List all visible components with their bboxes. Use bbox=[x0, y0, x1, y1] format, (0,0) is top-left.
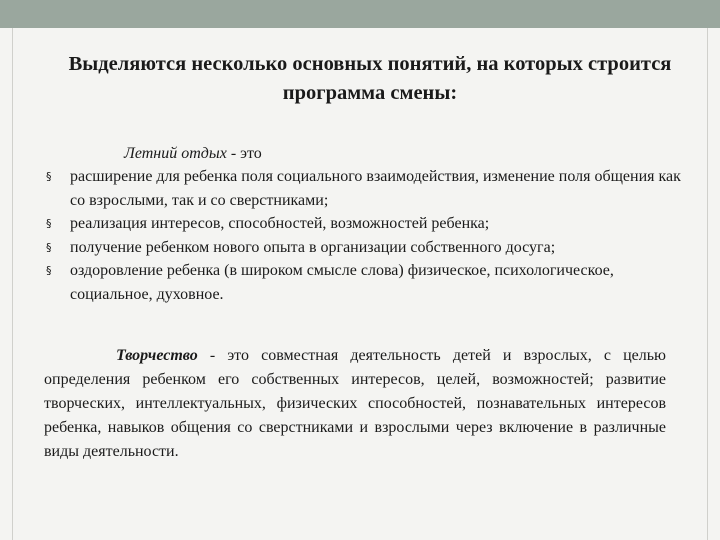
right-border-line bbox=[707, 28, 708, 540]
list-item bbox=[46, 259, 686, 306]
list-item-text: расширение для ребенка поля социального взаимодействия, изменение поля общения как со взрослыми, так и со сверстниками; bbox=[70, 168, 681, 209]
creativity-term: Творчество bbox=[116, 347, 198, 364]
leisure-term: Летний отдых bbox=[124, 145, 227, 162]
list-item-text: оздоровление ребенка (в широком смысле слова) физическое, психологическое, социальное, духовное. bbox=[70, 262, 614, 303]
creativity-text: - это совместная деятельность детей и взрослых, с целью определения ребенком его собственных интересов, целей, возможностей; развитие творческих, интеллектуальных, физических способностей, познавательных интересов ребенка, навыков общения со сверстниками и взрослыми через включение в различные виды деятельности. bbox=[44, 347, 666, 460]
leisure-bullet-list bbox=[46, 165, 686, 306]
left-border-line bbox=[12, 28, 13, 540]
bullet-icon: § bbox=[46, 170, 52, 183]
bullet-icon: § bbox=[46, 264, 52, 277]
list-item-text: реализация интересов, способностей, возможностей ребенка; bbox=[70, 215, 490, 232]
list-item bbox=[46, 236, 686, 260]
creativity-paragraph bbox=[44, 344, 666, 464]
leisure-lead bbox=[124, 142, 262, 165]
list-item bbox=[46, 165, 686, 212]
bullet-icon: § bbox=[46, 217, 52, 230]
list-item bbox=[46, 212, 686, 236]
slide-title: Выделяются несколько основных понятий, на которых строится программа смены: bbox=[68, 53, 672, 104]
top-accent-bar bbox=[0, 0, 720, 28]
list-item-text: получение ребенком нового опыта в организации собственного досуга; bbox=[70, 238, 556, 256]
bullet-icon: § bbox=[46, 240, 52, 254]
leisure-suffix: - это bbox=[226, 145, 262, 162]
